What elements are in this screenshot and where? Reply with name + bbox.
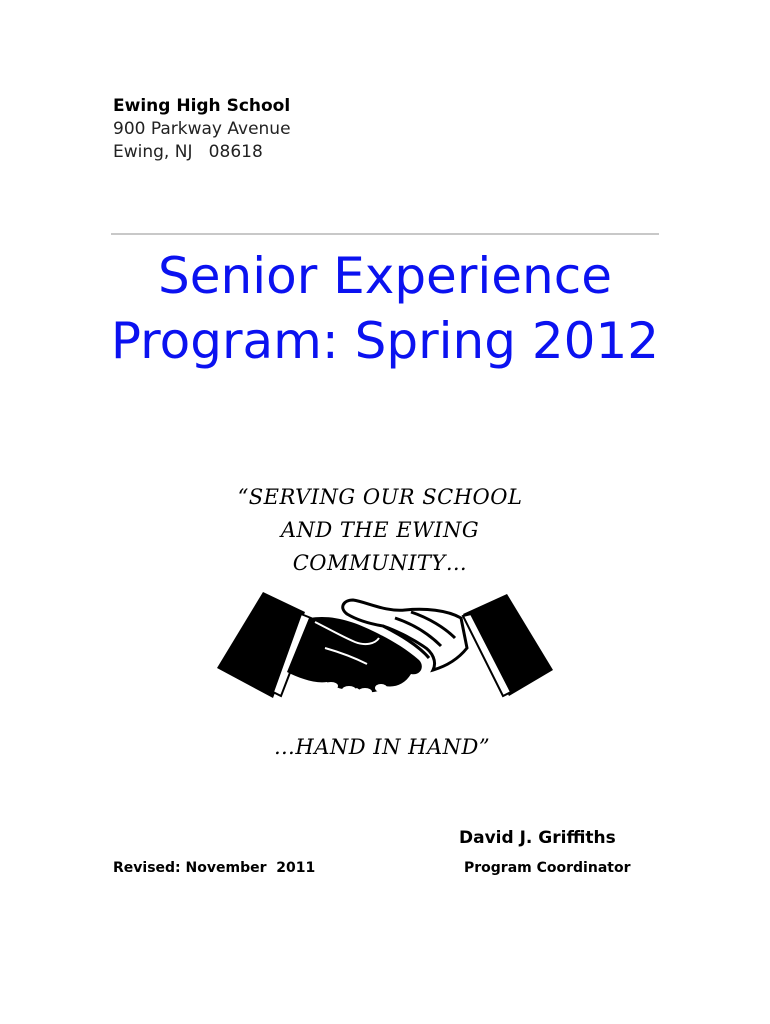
address-street: 900 Parkway Avenue — [113, 119, 291, 139]
title-line-1: Senior Experience — [158, 247, 612, 305]
document-title — [0, 244, 770, 374]
revised-date: Revised: November 2011 — [113, 860, 316, 876]
motto-line-3: COMMUNITY… — [292, 551, 468, 575]
motto-quote — [0, 481, 760, 580]
coordinator-name: David J. Griffiths — [459, 828, 616, 848]
motto-line-2: AND THE EWING — [280, 518, 480, 542]
school-address-block — [113, 95, 291, 164]
horizontal-divider — [111, 233, 659, 235]
handshake-icon — [215, 588, 555, 708]
school-name: Ewing High School — [113, 96, 291, 116]
motto-line-1: “SERVING OUR SCHOOL — [237, 485, 523, 509]
motto-closing: …HAND IN HAND” — [273, 735, 491, 759]
coordinator-role: Program Coordinator — [464, 860, 631, 876]
address-city: Ewing, NJ 08618 — [113, 142, 263, 162]
title-line-2: Program: Spring 2012 — [110, 312, 660, 370]
